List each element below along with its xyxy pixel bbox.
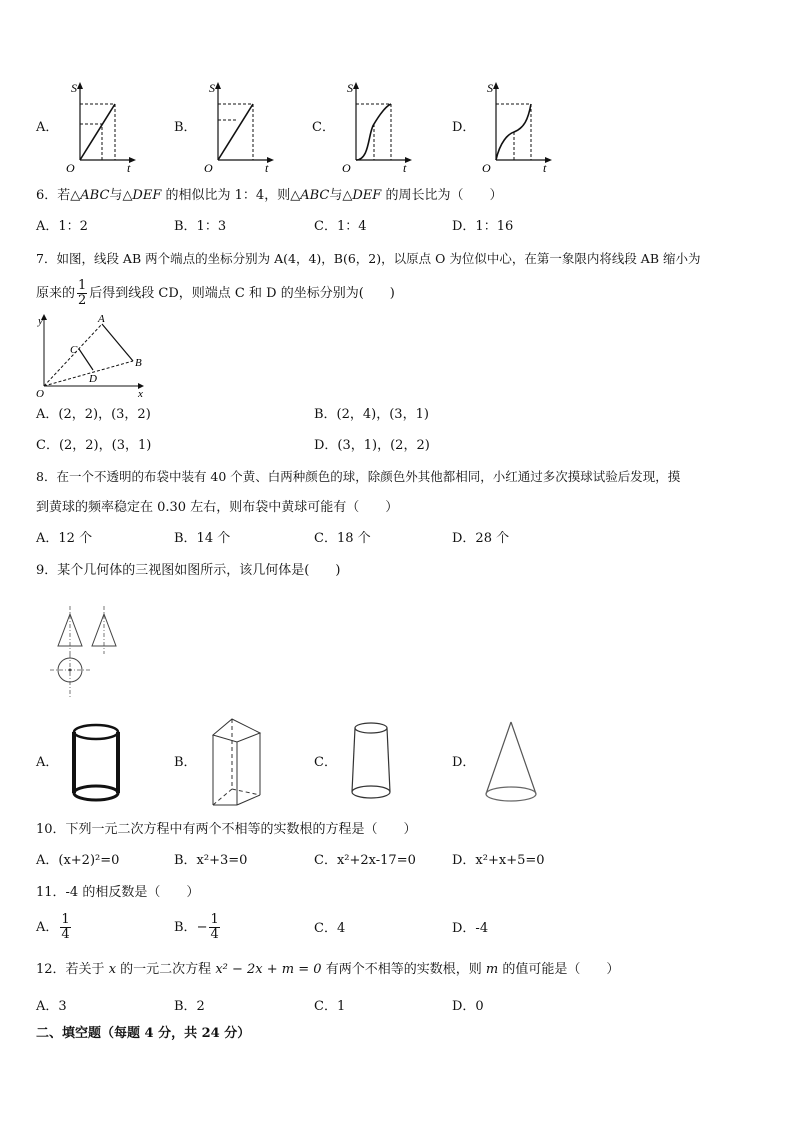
q11-option-b-den: 4 bbox=[210, 927, 219, 942]
q9-option-c[interactable] bbox=[314, 718, 424, 810]
q6-option-d[interactable]: D．1：16 bbox=[452, 219, 514, 234]
q10-option-c[interactable]: C．x²+2x-17=0 bbox=[314, 853, 416, 868]
q9-option-b-label: B． bbox=[174, 755, 197, 770]
q5-graph-d bbox=[452, 80, 562, 172]
q5-a-o: O bbox=[66, 161, 75, 172]
q11-option-a-fraction bbox=[60, 913, 70, 942]
q12-option-b[interactable]: B．2 bbox=[174, 999, 205, 1014]
q7-fig-x: x bbox=[138, 388, 143, 398]
q12-post: 的值可能是（ ） bbox=[502, 962, 620, 977]
q7-option-b[interactable]: B．(2，4)，(3，1) bbox=[314, 407, 429, 422]
q8-option-a[interactable]: A．12 个 bbox=[36, 531, 93, 546]
q5-a-t: t bbox=[127, 161, 131, 172]
q7-coordinate-figure bbox=[36, 312, 152, 398]
q9-option-b[interactable] bbox=[174, 715, 284, 810]
q6-option-a[interactable]: A．1：2 bbox=[36, 219, 88, 234]
q5-option-a-label: A． bbox=[36, 120, 59, 135]
q7-fraction bbox=[77, 279, 87, 308]
q11-option-b-fraction bbox=[209, 913, 219, 942]
q12-var-m: m bbox=[485, 962, 499, 977]
q5-option-b-label: B． bbox=[174, 120, 197, 135]
q7-fig-y: y bbox=[38, 315, 43, 327]
q6-tri4: △DEF bbox=[342, 188, 382, 203]
q9-stem: 9．某个几何体的三视图如图所示，该几何体是( ) bbox=[36, 563, 341, 578]
q6-mid2: 的相似比为 1：4，则 bbox=[165, 188, 291, 203]
q6-option-b[interactable]: B．1：3 bbox=[174, 219, 227, 234]
q11-option-a-num: 1 bbox=[61, 912, 70, 927]
q7-line2-pre: 原来的 bbox=[36, 286, 76, 301]
q5-d-s: S bbox=[487, 81, 493, 95]
q5-a-s: S bbox=[71, 81, 77, 95]
q11-stem: 11．-4 的相反数是（ ） bbox=[36, 885, 200, 900]
q7-fig-a: A bbox=[98, 313, 105, 325]
q5-c-t: t bbox=[403, 161, 407, 172]
q11-option-c[interactable]: C．4 bbox=[314, 921, 346, 936]
triangular-prism-icon bbox=[174, 715, 284, 810]
q5-b-t: t bbox=[265, 161, 269, 172]
q11-option-d[interactable]: D．-4 bbox=[452, 921, 489, 936]
q7-fig-d: D bbox=[89, 373, 97, 385]
q9-three-views-drawing bbox=[44, 600, 124, 700]
q8-line2: 到黄球的频率稳定在 0.30 左右，则布袋中黄球可能有（ ） bbox=[36, 500, 399, 515]
q8-option-d[interactable]: D．28 个 bbox=[452, 531, 510, 546]
q6-tri2: △DEF bbox=[122, 188, 162, 203]
section-2-heading: 二、填空题（每题 4 分，共 24 分） bbox=[36, 1026, 251, 1041]
q10-stem: 10．下列一元二次方程中有两个不相等的实数根的方程是（ ） bbox=[36, 822, 417, 837]
q12-mid: 的一元二次方程 bbox=[120, 962, 212, 977]
q9-option-d[interactable] bbox=[452, 716, 562, 810]
q9-option-a[interactable] bbox=[36, 720, 146, 810]
q7-option-d[interactable]: D．(3，1)，(2，2) bbox=[314, 438, 430, 453]
q11-option-b-num: 1 bbox=[210, 912, 219, 927]
q6-mid1: 与 bbox=[109, 188, 123, 203]
q5-c-s: S bbox=[347, 81, 353, 95]
q5-d-o: O bbox=[482, 161, 491, 172]
q10-option-d[interactable]: D．x²+x+5=0 bbox=[452, 853, 545, 868]
cylinder-icon bbox=[36, 720, 146, 810]
q8-line1: 8．在一个不透明的布袋中装有 40 个黄、白两种颜色的球，除颜色外其他都相同，小红通过多次摸球试验后发现，摸 bbox=[36, 469, 681, 484]
q5-graph-c bbox=[312, 80, 422, 172]
q7-line1: 7．如图，线段 AB 两个端点的坐标分别为 A(4，4)，B(6，2)，以原点 O 为位似中心，在第一象限内将线段 AB 缩小为 bbox=[36, 251, 701, 266]
q12-equation: x² − 2x + m = 0 bbox=[215, 962, 322, 977]
q12-option-a[interactable]: A．3 bbox=[36, 999, 67, 1014]
frustum-icon bbox=[314, 718, 424, 810]
q6-tri1: △ABC bbox=[70, 188, 110, 203]
q5-b-s: S bbox=[209, 81, 215, 95]
q7-line2-post: 后得到线段 CD，则端点 C 和 D 的坐标分别为( ) bbox=[89, 286, 395, 301]
q6-option-c[interactable]: C．1：4 bbox=[314, 219, 367, 234]
q12-var-x: x bbox=[108, 962, 117, 977]
q7-fraction-den: 2 bbox=[78, 293, 87, 308]
q12-mid2: 有两个不相等的实数根，则 bbox=[325, 962, 482, 977]
q7-fraction-num: 1 bbox=[78, 278, 87, 293]
q6-mid3: 与 bbox=[329, 188, 343, 203]
q10-option-a[interactable]: A．(x+2)²=0 bbox=[36, 853, 120, 868]
q5-option-d-label: D． bbox=[452, 120, 476, 135]
q12-option-d[interactable]: D．0 bbox=[452, 999, 484, 1014]
cone-icon bbox=[452, 716, 562, 810]
q6-prefix: 6．若 bbox=[36, 188, 71, 203]
q5-graph-a bbox=[36, 80, 146, 172]
q9-option-a-label: A． bbox=[36, 755, 59, 770]
q12-pre: 12．若关于 bbox=[36, 962, 105, 977]
q9-option-d-label: D． bbox=[452, 755, 476, 770]
q5-b-o: O bbox=[204, 161, 213, 172]
q11-option-a-den: 4 bbox=[61, 927, 70, 942]
q11-option-b-label: B． bbox=[174, 920, 197, 935]
q6-suffix: 的周长比为（ ） bbox=[385, 188, 503, 203]
q5-option-b bbox=[174, 80, 284, 172]
q9-three-views bbox=[44, 600, 124, 700]
q6-tri3: △ABC bbox=[290, 188, 330, 203]
q9-option-c-label: C． bbox=[314, 755, 337, 770]
q6-stem bbox=[36, 188, 502, 204]
q7-fig-o: O bbox=[36, 388, 44, 398]
q12-option-c[interactable]: C．1 bbox=[314, 999, 346, 1014]
q8-option-c[interactable]: C．18 个 bbox=[314, 531, 371, 546]
q7-figure bbox=[36, 312, 152, 398]
q5-option-c-label: C． bbox=[312, 120, 335, 135]
q7-fig-c: C bbox=[70, 344, 78, 356]
q5-option-d bbox=[452, 80, 562, 172]
q12-stem bbox=[36, 962, 619, 978]
q11-option-a-label: A． bbox=[36, 920, 59, 935]
q7-fig-b: B bbox=[135, 357, 142, 369]
q5-d-t: t bbox=[543, 161, 547, 172]
q5-c-o: O bbox=[342, 161, 351, 172]
q5-option-a bbox=[36, 80, 146, 172]
q7-line2 bbox=[36, 278, 395, 310]
q8-option-b[interactable]: B．14 个 bbox=[174, 531, 231, 546]
q11-option-b-sign: − bbox=[196, 920, 208, 935]
q5-graph-b bbox=[174, 80, 284, 172]
q11-option-b[interactable] bbox=[174, 910, 222, 946]
q7-option-a[interactable]: A．(2，2)，(3，2) bbox=[36, 407, 151, 422]
q5-option-c bbox=[312, 80, 422, 172]
q7-option-c[interactable]: C．(2，2)，(3，1) bbox=[36, 438, 152, 453]
q10-option-b[interactable]: B．x²+3=0 bbox=[174, 853, 248, 868]
q11-option-a[interactable] bbox=[36, 910, 73, 946]
